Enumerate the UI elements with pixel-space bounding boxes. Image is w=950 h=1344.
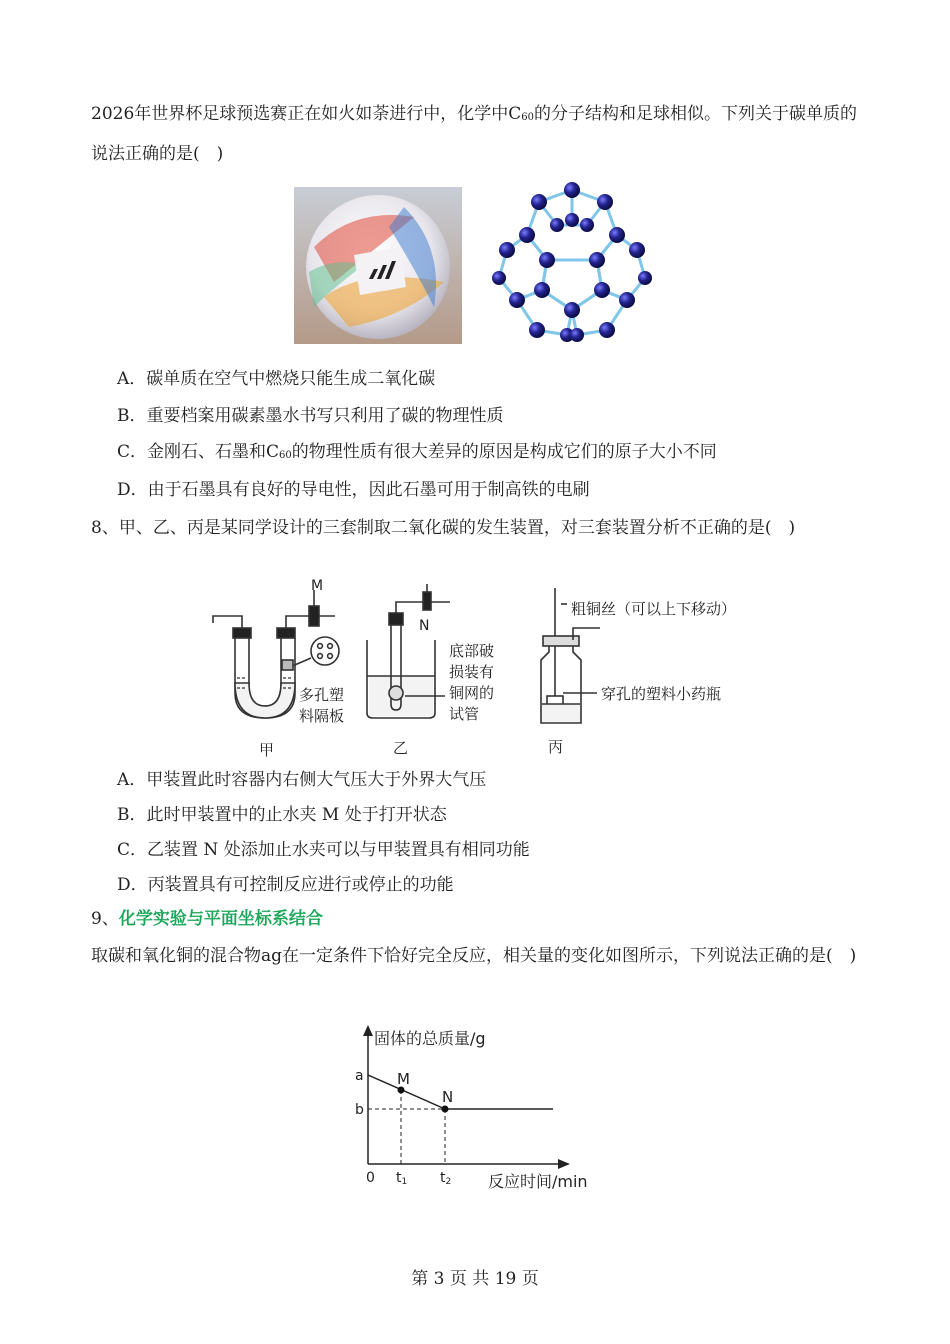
y-axis-label: 固体的总质量/g [374, 1029, 486, 1048]
plate-label-2: 料隔板 [299, 707, 345, 725]
q9-topic-tag: 化学实验与平面坐标系结合 [118, 909, 323, 929]
wire-label: 粗铜丝（可以上下移动） [571, 600, 737, 618]
label-point-m: M [397, 1070, 410, 1088]
point-n [442, 1106, 449, 1113]
tube-label-3: 铜网的 [449, 684, 495, 702]
q8-apparatus-figure [205, 578, 750, 763]
q7-option-d[interactable]: D．由于石墨具有良好的导电性，因此石墨可用于制高铁的电刷 [117, 480, 590, 500]
caption-bing: 丙 [548, 738, 564, 756]
caption-jia: 甲 [259, 741, 275, 759]
q8-option-a[interactable]: A．甲装置此时容器内右侧大气压大于外界大气压 [117, 770, 487, 790]
label-n: N [419, 618, 430, 634]
q8-option-d[interactable]: D．丙装置具有可控制反应进行或停止的功能 [117, 875, 454, 895]
label-m: M [311, 578, 324, 594]
q7-stem: 2026年世界杯足球预选赛正在如火如荼进行中，化学中$C_{60}$的分子结构和足球相似。下列关于碳单质的说法正确的是( ) [91, 104, 858, 164]
tube-label-4: 试管 [449, 705, 480, 723]
tube-label-2: 损装有 [449, 663, 495, 681]
q9-header: 9、化学实验与平面坐标系结合 [91, 909, 323, 929]
q8-stem: 8、甲、乙、丙是某同学设计的三套制取二氧化碳的发生装置，对三套装置分析不正确的是( ) [91, 518, 796, 538]
plate-label-1: 多孔塑 [299, 686, 345, 704]
q7-option-b[interactable]: B．重要档案用碳素墨水书写只利用了碳的物理性质 [117, 406, 504, 426]
q8-option-c[interactable]: C．乙装置 N 处添加止水夹可以与甲装置具有相同功能 [117, 840, 530, 860]
q7-option-c[interactable]: C．金刚石、石墨和$C_{60}$的物理性质有很大差异的原因是构成它们的原子大小不同 [117, 442, 717, 462]
page-footer: 第 3 页 共 19 页 [411, 1269, 539, 1289]
apparatus-yi [367, 584, 450, 718]
tube-label-1: 底部破 [449, 642, 495, 660]
q9-mass-time-graph [350, 1022, 610, 1194]
q9-stem: 取碳和氧化铜的混合物ag在一定条件下恰好完全反应，相关量的变化如图所示，下列说法正确的是( ) [91, 946, 857, 966]
tick-b: b [355, 1102, 364, 1118]
tick-t1: t1 [396, 1170, 408, 1187]
tick-origin: 0 [366, 1170, 375, 1186]
q7-option-a[interactable]: A．碳单质在空气中燃烧只能生成二氧化碳 [117, 369, 436, 389]
q8-option-b[interactable]: B．此时甲装置中的止水夹 M 处于打开状态 [117, 805, 447, 825]
x-axis-label: 反应时间/min [488, 1172, 588, 1191]
c60-molecule-image [487, 180, 657, 347]
caption-yi: 乙 [393, 739, 409, 757]
football-image [294, 187, 462, 344]
bottle-label: 穿孔的塑料小药瓶 [601, 685, 722, 703]
label-point-n: N [442, 1088, 454, 1106]
tick-a: a [355, 1068, 364, 1084]
tick-t2: t2 [440, 1170, 452, 1187]
